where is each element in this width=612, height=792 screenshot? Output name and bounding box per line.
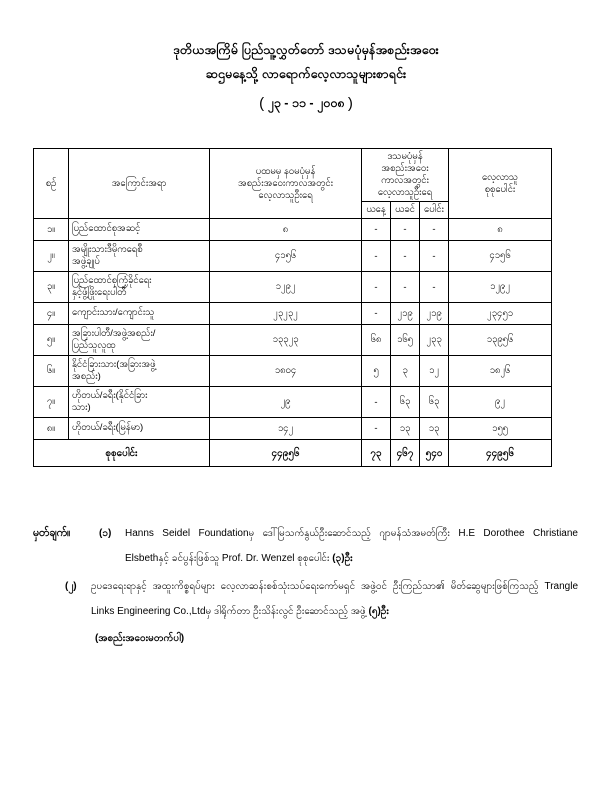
table-row [34, 219, 552, 241]
note-item-1 [33, 521, 578, 571]
row-no: ၆။ [34, 356, 69, 387]
row-previous: ၁၃၃၂၃ [210, 325, 362, 356]
table-body [34, 219, 552, 440]
row-today: - [362, 303, 391, 325]
row-subject: ပြည်ထောင်စုအဆင့် [69, 219, 210, 241]
note-1-text: Hanns Seidel Foundationမှ ဒေါ်မြသက်နွယ်ဦးဆောင်သည့် ဂျာမန်သံအမတ်ကြီး H.E Dorothee Christiane Elsbethနှင့် ခင်ပွန်းဖြစ်သူ Prof. Dr. Wenzel စုစုပေါင်း (၃)ဦး [125, 528, 578, 564]
row-before: ၃ [391, 356, 420, 387]
header-grand-total-line-2: စုစုပေါင်း [484, 183, 516, 195]
row-no: ၂။ [34, 241, 69, 272]
header-subtotal: ပေါင်း [420, 202, 449, 219]
note-2-text-count: (၅)ဦး [368, 606, 389, 617]
row-subtotal: - [420, 272, 449, 303]
header-grand-total-line-1: လေ့လာသူ [481, 171, 519, 183]
table-row [34, 303, 552, 325]
row-previous: ၁၂၉၂ [210, 272, 362, 303]
total-previous: ၄၄၉၅၆ [210, 440, 362, 467]
table-row [34, 418, 552, 440]
header-no: စဉ် [34, 149, 69, 219]
row-no: ၁။ [34, 219, 69, 241]
row-today: - [362, 418, 391, 440]
row-before: ၆၃ [391, 387, 420, 418]
table-head [34, 149, 552, 219]
row-subtotal: ၆၃ [420, 387, 449, 418]
note-2-marker: (၂) [65, 581, 77, 592]
note-1-text-count: (၃)ဦး [332, 553, 353, 564]
row-previous: ၂၃၂၃၂ [210, 303, 362, 325]
row-today: ၅ [362, 356, 391, 387]
row-no: ၈။ [34, 418, 69, 440]
header-previous-line-2: အစည်းအဝေးကာလအတွင်း [237, 177, 334, 189]
row-no: ၅။ [34, 325, 69, 356]
total-before: ၄၆၇ [391, 440, 420, 467]
row-grand-total: ၄၁၅၆ [449, 241, 552, 272]
row-today: - [362, 272, 391, 303]
row-subject: ကျောင်းသား/ကျောင်းသူ [69, 303, 210, 325]
title-line-1: ဒုတိယအကြိမ် ပြည်သူ့လွှတ်တော် ဒသမပုံမှန်အစည်းအဝေး [173, 43, 439, 57]
attendance-table-wrap [33, 148, 552, 467]
row-before: ၁၃ [391, 418, 420, 440]
row-previous: ၁၄၂ [210, 418, 362, 440]
row-before: - [391, 219, 420, 241]
header-grand-total [449, 149, 552, 219]
document-title-block [0, 38, 612, 117]
header-previous-line-3: လေ့လာသူဦးရေ [258, 189, 313, 201]
header-previous-sessions [210, 149, 362, 219]
header-current-line-2: ကာလအတွင်း [381, 175, 429, 186]
row-previous: ၂၉ [210, 387, 362, 418]
row-today: - [362, 241, 391, 272]
row-subject: အမျိုးသားဒီမိုကရေစီ အဖွဲ့ချုပ် [69, 241, 210, 272]
title-date [0, 90, 612, 117]
row-grand-total: ၂၃၄၅၁ [449, 303, 552, 325]
date-open-paren: ( [259, 95, 265, 112]
row-no: ၇။ [34, 387, 69, 418]
row-subtotal: ၂၁၉ [420, 303, 449, 325]
note-1-marker: (၁) [99, 528, 112, 539]
row-previous: ၈ [210, 219, 362, 241]
note-2-text: ဥပဒေရေးရာနှင့် အထူးကိစ္စရပ်များ လေ့လာဆန်းစစ်သုံးသပ်ရေးကော်မရှင် အဖွဲ့ဝင် ဦးကြည်သာ၏ မိတ်ဆွေများဖြစ်ကြသည့် Trangle Links Engineering Co.,Ltdမှ ဒါရိုက်တာ ဦးသိန်းလွင် ဦးဆောင်သည့် အဖွဲ့ (၅)ဦး [91, 581, 578, 617]
header-current-line-1: ဒသမပုံမှန်အစည်းအဝေး [381, 151, 429, 174]
row-subtotal: - [420, 241, 449, 272]
table-row [34, 325, 552, 356]
row-no: ၄။ [34, 303, 69, 325]
table-foot [34, 440, 552, 467]
header-previous-line-1: ပထမမှ နဝမပုံမှန် [255, 165, 316, 177]
row-grand-total: ၁၅၅ [449, 418, 552, 440]
total-today: ၇၃ [362, 440, 391, 467]
attendance-table [33, 148, 552, 467]
total-label: စုစုပေါင်း [34, 440, 210, 467]
header-today: ယနေ့ [362, 202, 391, 219]
row-today: - [362, 387, 391, 418]
row-subject: ဟိုတယ်/ခရီး(မြန်မာ) [69, 418, 210, 440]
row-subject: ဟိုတယ်/ခရီး(နိုင်ငံခြား သား) [69, 387, 210, 418]
header-before: ယခင် [391, 202, 420, 219]
date-close-paren: ) [347, 95, 353, 112]
row-before: - [391, 272, 420, 303]
row-subtotal: ၁၃ [420, 418, 449, 440]
row-subtotal: - [420, 219, 449, 241]
row-grand-total: ၁၂၉၂ [449, 272, 552, 303]
row-grand-total: ၁၈၂၆ [449, 356, 552, 387]
row-subtotal: ၂၃၃ [420, 325, 449, 356]
title-line-2: ဆဌမနေ့သို့ လာရောက်လေ့လာသူများစာရင်း [205, 67, 407, 81]
date-text: ၂၃ - ၁၁ - ၂၀၀၈ [267, 96, 345, 110]
row-previous: ၄၁၅၆ [210, 241, 362, 272]
table-total-row [34, 440, 552, 467]
notes-footer: (အစည်းအဝေးမတက်ပါ) [95, 633, 185, 644]
note-item-2 [33, 574, 578, 624]
total-subtotal: ၅၄၀ [420, 440, 449, 467]
row-previous: ၁၈၀၄ [210, 356, 362, 387]
header-subject: အကြောင်းအရာ [69, 149, 210, 219]
table-row [34, 356, 552, 387]
row-today: ၆၈ [362, 325, 391, 356]
row-today: - [362, 219, 391, 241]
row-before: ၂၁၉ [391, 303, 420, 325]
row-before: ၁၆၅ [391, 325, 420, 356]
notes-label: မှတ်ချက်။ [33, 527, 71, 539]
row-subtotal: ၁၂ [420, 356, 449, 387]
table-row [34, 387, 552, 418]
table-row [34, 272, 552, 303]
header-row-1 [34, 149, 552, 202]
row-subject: နိုင်ငံခြားသား(အခြားအဖွဲ့ အစည်း) [69, 356, 210, 387]
row-grand-total: ၈ [449, 219, 552, 241]
table-row [34, 241, 552, 272]
row-no: ၃။ [34, 272, 69, 303]
total-grand-total: ၄၄၉၅၆ [449, 440, 552, 467]
row-grand-total: ၁၃၉၅၆ [449, 325, 552, 356]
row-before: - [391, 241, 420, 272]
header-current-line-3: လေ့လာသူဦးရေ [377, 187, 433, 198]
row-subject: အခြားပါတီ/အဖွဲ့အစည်း/ ပြည်သူလူထု [69, 325, 210, 356]
row-grand-total: ၉၂ [449, 387, 552, 418]
row-subject: ပြည်ထောင်စုကြံ့ခိုင်ရေး နှင့်ဖွံ့ဖြိုးရေးပါတီ [69, 272, 210, 303]
header-current-session-group [362, 149, 449, 202]
notes-section [33, 521, 578, 651]
